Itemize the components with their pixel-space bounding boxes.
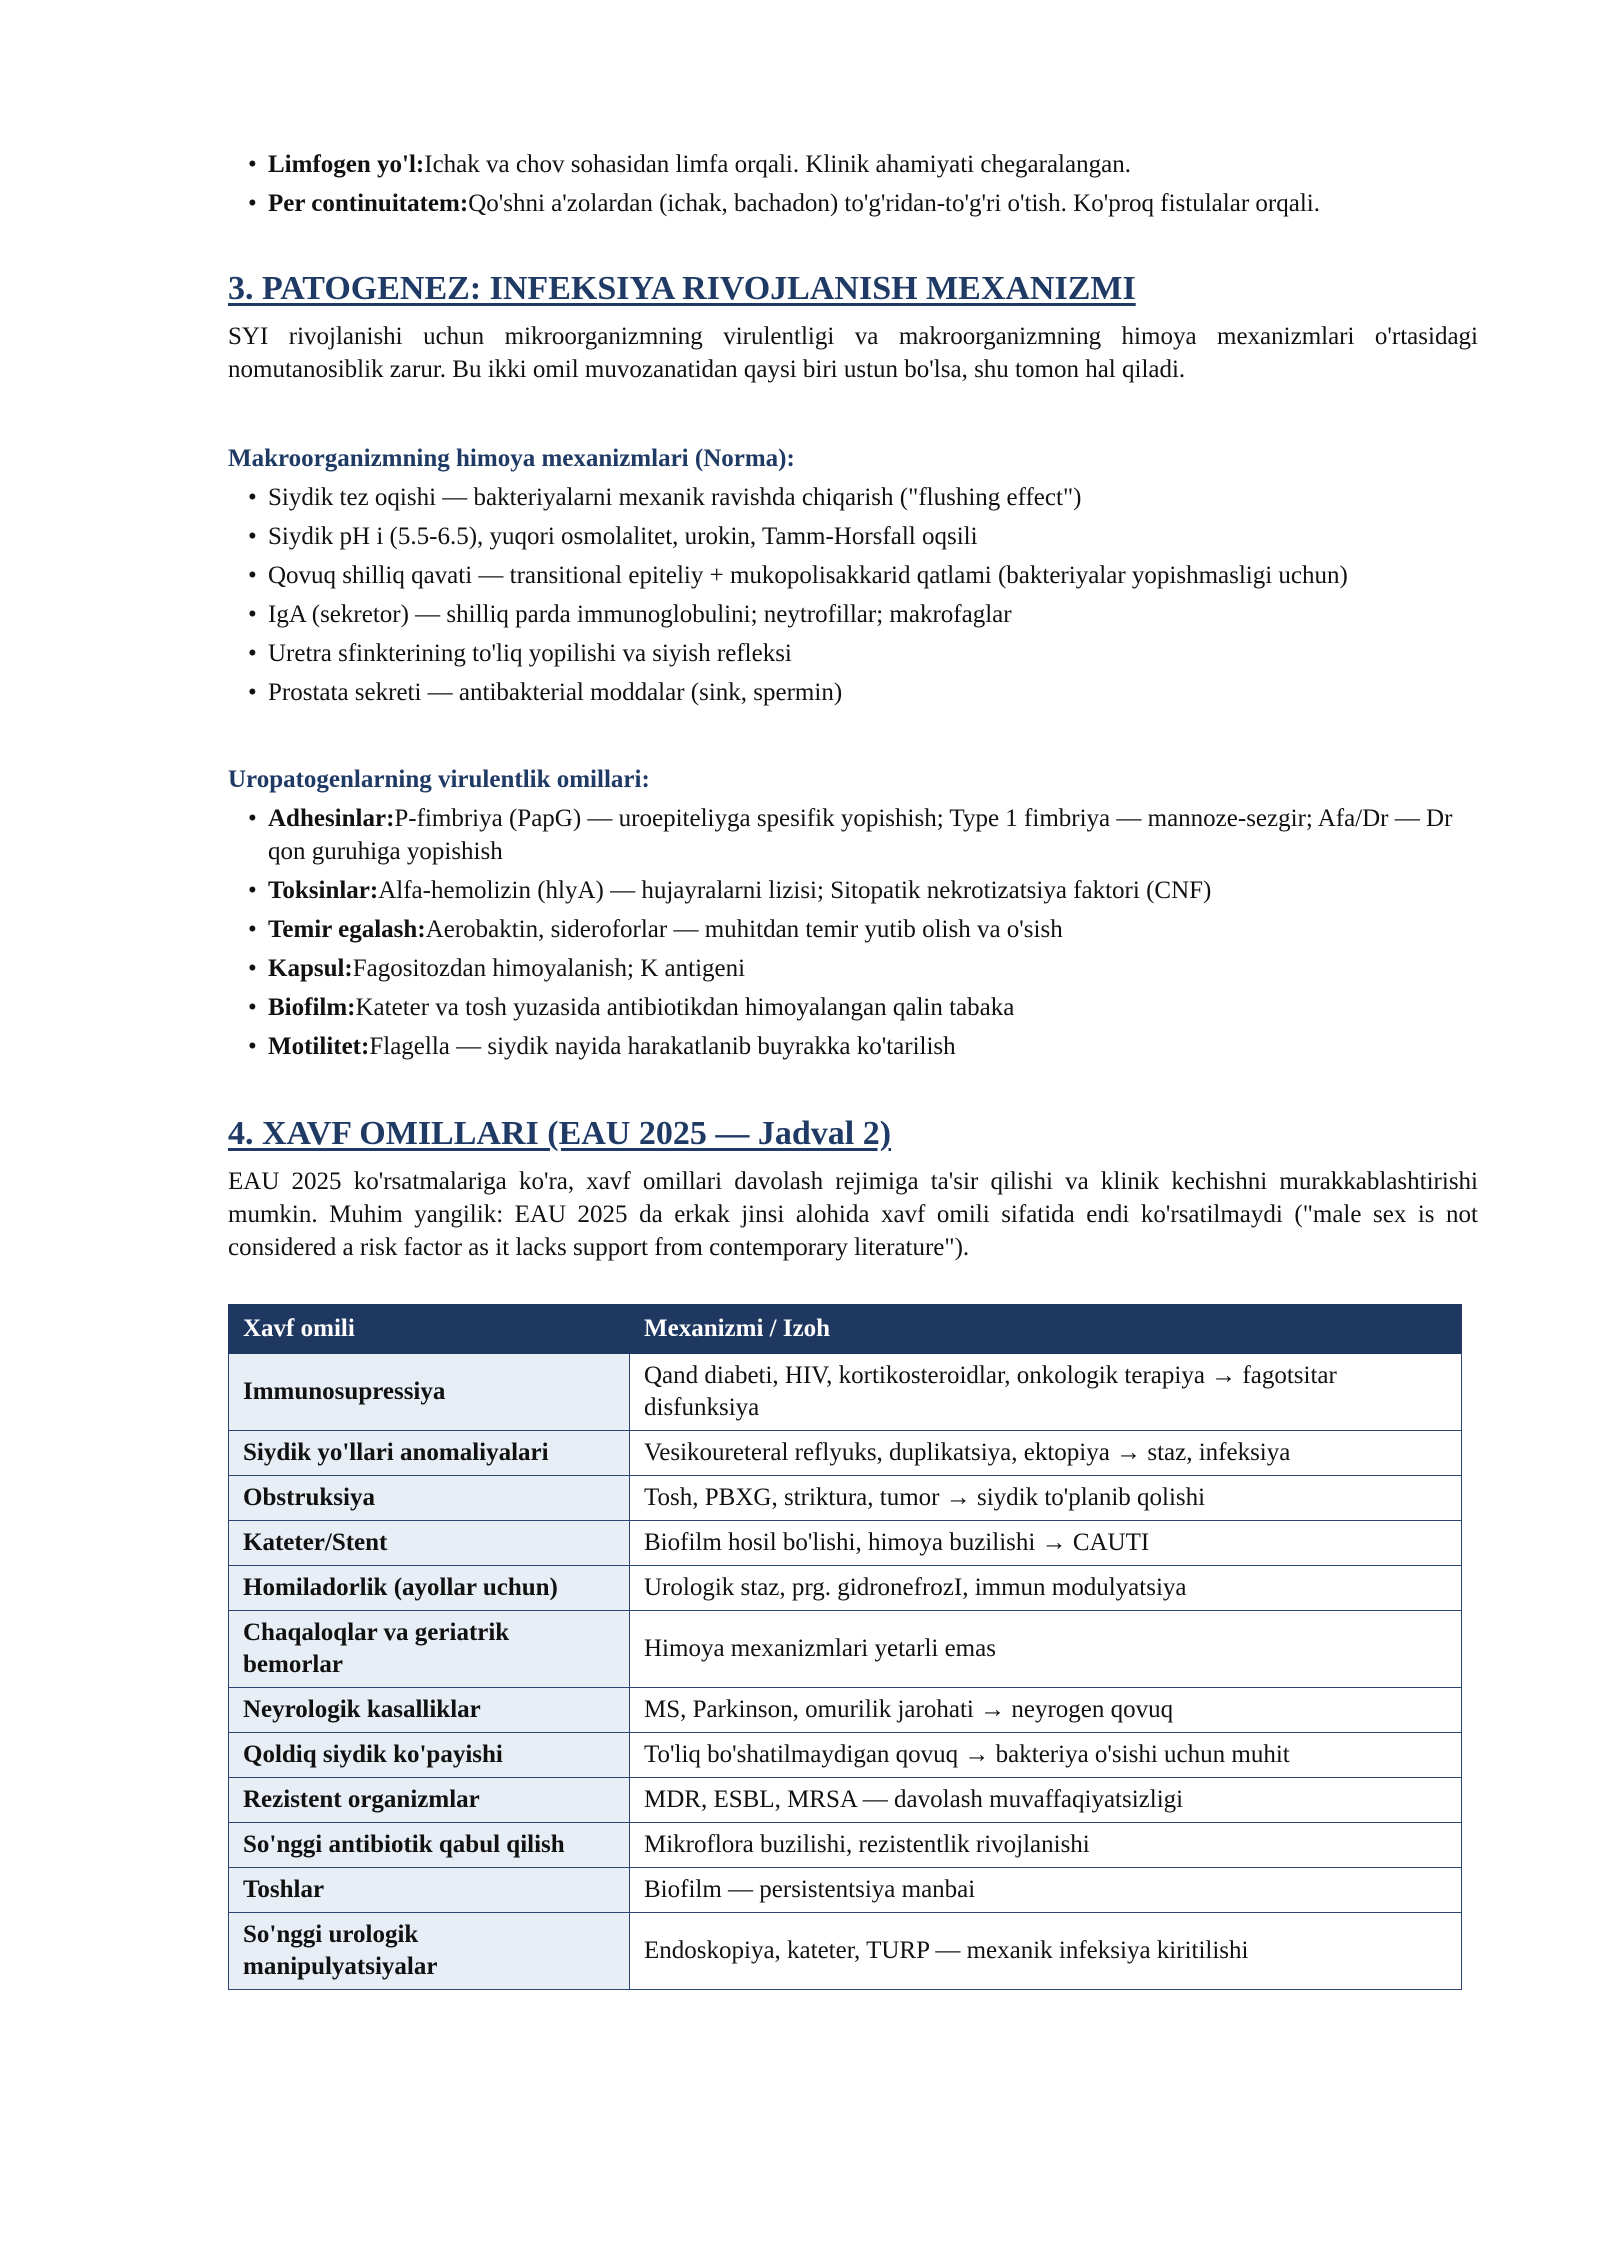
table-row xyxy=(229,1566,1462,1611)
list-item: • Kapsul:Fagositozdan himoyalanish; K antigeni xyxy=(248,955,746,982)
table-row xyxy=(229,1868,1462,1913)
risk-factors-table xyxy=(228,1304,1462,1990)
list-item: • Siydik pH i (5.5-6.5), yuqori osmolalitet, urokin, Tamm-Horsfall oqsili xyxy=(248,523,978,550)
table-row xyxy=(229,1476,1462,1521)
risk-factor-cell: Kateter/Stent xyxy=(229,1521,630,1566)
risk-factor-cell: Toshlar xyxy=(229,1868,630,1913)
table-row xyxy=(229,1733,1462,1778)
bullet-text: Qo'shni a'zolardan (ichak, bachadon) to'g'ridan-to'g'ri o'tish. Ko'proq fistulalar orqali. xyxy=(468,190,1320,217)
mechanism-cell: Himoya mexanizmlari yetarli emas xyxy=(630,1611,1462,1688)
mechanism-cell: Qand diabeti, HIV, kortikosteroidlar, onkologik terapiya → fagotsitar disfunksiya xyxy=(630,1354,1462,1431)
list-item: • Biofilm:Kateter va tosh yuzasida antibiotikdan himoyalangan qalin tabaka xyxy=(248,994,1015,1021)
list-item: • IgA (sekretor) — shilliq parda immunoglobulini; neytrofillar; makrofaglar xyxy=(248,601,1012,628)
document-page xyxy=(228,148,1478,1990)
risk-factor-cell: Neyrologik kasalliklar xyxy=(229,1688,630,1733)
list-item: • Temir egalash:Aerobaktin, sideroforlar — muhitdan temir yutib olish va o'sish xyxy=(248,916,1063,943)
risk-factor-cell: Siydik yo'llari anomaliyalari xyxy=(229,1431,630,1476)
risk-factor-cell: Chaqaloqlar va geriatrik bemorlar xyxy=(229,1611,630,1688)
mechanism-cell: Urologik staz, prg. gidronefrozI, immun modulyatsiya xyxy=(630,1566,1462,1611)
table-row xyxy=(229,1913,1462,1990)
list-item: • Prostata sekreti — antibakterial moddalar (sink, spermin) xyxy=(248,679,843,706)
list-item: • Toksinlar:Alfa-hemolizin (hlyA) — hujayralarni lizisi; Sitopatik nekrotizatsiya faktori (CNF) xyxy=(248,877,1212,904)
risk-factor-cell: So'nggi urologik manipulyatsiyalar xyxy=(229,1913,630,1990)
list-item: • Motilitet:Flagella — siydik nayida harakatlanib buyrakka ko'tarilish xyxy=(248,1033,956,1060)
risk-factor-cell: Homiladorlik (ayollar uchun) xyxy=(229,1566,630,1611)
list-item: • Limfogen yo'l:Ichak va chov sohasidan limfa orqali. Klinik ahamiyati chegaralangan. xyxy=(248,151,1131,178)
section-3-title: 3. PATOGENEZ: INFEKSIYA RIVOJLANISH MEXANIZMI xyxy=(228,270,1136,307)
table-row xyxy=(229,1354,1462,1431)
section-4-paragraph: EAU 2025 ko'rsatmalariga ko'ra, xavf omillari davolash rejimiga ta'sir qilishi va klinik kechishni murakkablashtirishi mumkin. Muhim yangilik: EAU 2025 da erkak jinsi alohida xavf omili sifatida endi ko'rsatilmaydi ("male sex is not considered a risk factor as it lacks support from contemporary literature"). xyxy=(228,1168,1478,1261)
bullet-term: Per continuitatem: xyxy=(268,190,469,217)
column-header: Xavf omili xyxy=(229,1305,630,1354)
defense-list xyxy=(228,481,1478,709)
list-item: • Adhesinlar:P-fimbriya (PapG) — uroepiteliyga spesifik yopishish; Type 1 fimbriya — mannoze-sezgir; Afa/Dr — Dr qon guruhiga yopishish xyxy=(248,805,1453,865)
bullet-text: Ichak va chov sohasidan limfa orqali. Klinik ahamiyati chegaralangan. xyxy=(424,151,1131,178)
risk-factor-cell: Obstruksiya xyxy=(229,1476,630,1521)
mechanism-cell: Tosh, PBXG, striktura, tumor → siydik to'planib qolishi xyxy=(630,1476,1462,1521)
table-row xyxy=(229,1431,1462,1476)
mechanism-cell: MDR, ESBL, MRSA — davolash muvaffaqiyatsizligi xyxy=(630,1778,1462,1823)
risk-factor-cell: So'nggi antibiotik qabul qilish xyxy=(229,1823,630,1868)
mechanism-cell: Endoskopiya, kateter, TURP — mexanik infeksiya kiritilishi xyxy=(630,1913,1462,1990)
mechanism-cell: To'liq bo'shatilmaydigan qovuq → bakteriya o'sishi uchun muhit xyxy=(630,1733,1462,1778)
column-header: Mexanizmi / Izoh xyxy=(630,1305,1462,1354)
table-row xyxy=(229,1521,1462,1566)
table-header-row xyxy=(229,1305,1462,1354)
mechanism-cell: MS, Parkinson, omurilik jarohati → neyrogen qovuq xyxy=(630,1688,1462,1733)
risk-factor-cell: Qoldiq siydik ko'payishi xyxy=(229,1733,630,1778)
mechanism-cell: Mikroflora buzilishi, rezistentlik rivojlanishi xyxy=(630,1823,1462,1868)
section-3-paragraph: SYI rivojlanishi uchun mikroorganizmning virulentligi va makroorganizmning himoya mexanizmlari o'rtasidagi nomutanosiblik zarur. Bu ikki omil muvozanatidan qaysi biri ustun bo'lsa, shu tomon hal qiladi. xyxy=(228,323,1478,383)
virulence-heading: Uropatogenlarning virulentlik omillari: xyxy=(228,766,650,793)
risk-factor-cell: Rezistent organizmlar xyxy=(229,1778,630,1823)
mechanism-cell: Biofilm — persistentsiya manbai xyxy=(630,1868,1462,1913)
table-row xyxy=(229,1823,1462,1868)
table-row xyxy=(229,1778,1462,1823)
table-row xyxy=(229,1688,1462,1733)
list-item: • Qovuq shilliq qavati — transitional epiteliy + mukopolisakkarid qatlami (bakteriyalar yopishmasligi uchun) xyxy=(248,562,1348,589)
list-item: • Siydik tez oqishi — bakteriyalarni mexanik ravishda chiqarish ("flushing effect") xyxy=(248,484,1082,511)
table-row xyxy=(229,1611,1462,1688)
mechanism-cell: Biofilm hosil bo'lishi, himoya buzilishi → CAUTI xyxy=(630,1521,1462,1566)
list-item: • Per continuitatem:Qo'shni a'zolardan (ichak, bachadon) to'g'ridan-to'g'ri o'tish. Ko'proq fistulalar orqali. xyxy=(248,190,1320,217)
defense-heading: Makroorganizmning himoya mexanizmlari (Norma): xyxy=(228,445,795,472)
intro-bullet-list xyxy=(228,148,1478,220)
virulence-list xyxy=(228,802,1478,1063)
mechanism-cell: Vesikoureteral reflyuks, duplikatsiya, ektopiya → staz, infeksiya xyxy=(630,1431,1462,1476)
risk-factor-cell: Immunosupressiya xyxy=(229,1354,630,1431)
bullet-term: Limfogen yo'l: xyxy=(268,151,425,178)
list-item: • Uretra sfinkterining to'liq yopilishi va siyish refleksi xyxy=(248,640,792,667)
section-4-title: 4. XAVF OMILLARI (EAU 2025 — Jadval 2) xyxy=(228,1115,892,1152)
